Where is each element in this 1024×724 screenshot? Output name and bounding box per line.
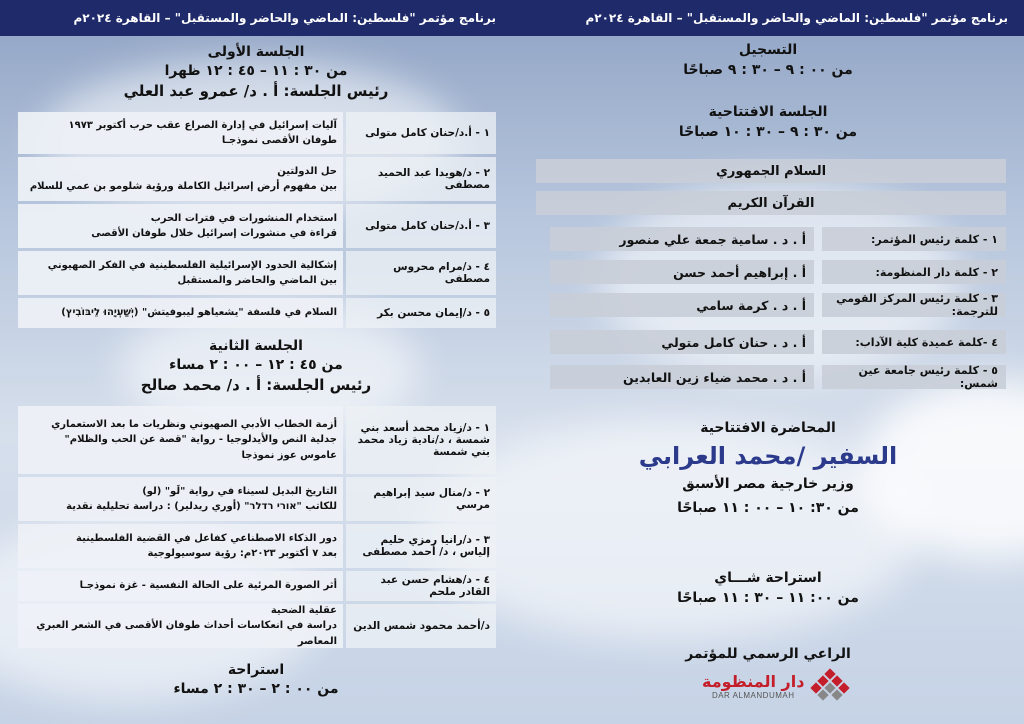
topic-line: التاريخ البديل لسيناء في رواية "لَو" (لو) xyxy=(142,485,337,497)
table-row xyxy=(18,112,496,154)
speaker-cell: ٤ - د/مرام محروس مصطفى xyxy=(346,251,496,295)
topic-cell xyxy=(18,477,343,521)
session1-table xyxy=(18,112,496,331)
tea-title: استراحة شـــاي xyxy=(714,570,822,586)
topic-cell xyxy=(18,406,343,474)
break-time: من ٠٠ : ٢ – ٣٠ : ٢ مساء xyxy=(173,681,339,697)
opening-title: الجلسة الافتتاحية xyxy=(708,104,828,120)
table-row xyxy=(18,204,496,248)
speaker-cell: ٥ - د/إيمان محسن بكر xyxy=(346,298,496,328)
table-row xyxy=(18,157,496,201)
topic-line: استخدام المنشورات في فترات الحرب xyxy=(150,212,337,224)
speaker-cell: ٢ - د/منال سيد إبراهيم مرسي xyxy=(346,477,496,521)
tea-time: من ٠٠: ١١ – ٣٠ : ١١ صباحًا xyxy=(677,590,859,606)
topic-cell xyxy=(18,524,343,568)
table-row xyxy=(18,298,496,328)
topic-cell xyxy=(18,204,343,248)
topic-line: دراسة في انعكاسات أحداث طوفان الأقصى في الشعر العبري المعاصر xyxy=(36,620,337,647)
topic-line: أثر الصورة المرئية على الحالة النفسية - غزة نموذجـا xyxy=(79,580,337,592)
speaker-cell: ١ - د/زياد محمد أسعد بني شمسة ، د/نادية زياد محمد بني شمسة xyxy=(346,406,496,474)
speech-label: ٣ - كلمة رئيس المركز القومي للترجمة: xyxy=(822,293,1006,317)
speaker-cell: ٢ - د/هويدا عبد الحميد مصطفى xyxy=(346,157,496,201)
topic-line: طوفان الأقصى نموذجـا xyxy=(221,135,337,146)
topic-line: بين مفهوم أرض إسرائيل الكاملة ورؤية شلومو بن عمي للسلام xyxy=(29,181,337,192)
header-title: برنامج مؤتمر "فلسطين: الماضي والحاضر والمستقبل" – القاهرة ٢٠٢٤م xyxy=(585,11,1008,25)
speech-label: ٤ -كلمة عميدة كلية الآداب: xyxy=(822,330,1006,354)
speaker-cell: ٣ - د/رانيا رمزي حليم إلياس ، د/ أحمد مصطفى xyxy=(346,524,496,568)
topic-cell xyxy=(18,571,343,601)
topic-line: جدلية النص والأيدلوجيا - رواية "قصة عن الحب والظلام" xyxy=(64,434,337,446)
anthem-label: السلام الجمهوري xyxy=(715,163,827,179)
almandumah-logo-icon xyxy=(810,668,850,704)
topic-line: قراءة في منشورات إسرائيل خلال طوفان الأقصى xyxy=(91,228,337,239)
topic-line: للكاتب "אורי רדלר" (أوري ريدلير) : دراسة تحليلية نقدية xyxy=(66,501,337,512)
session1-header xyxy=(0,44,512,100)
lecture-role: وزير خارجية مصر الأسبق xyxy=(682,476,854,492)
topic-line: آليات إسرائيل في إدارة الصراع عقب حرب أكتوبر ١٩٧٣ xyxy=(68,119,337,131)
break-title: استراحة xyxy=(227,662,285,678)
speech-name: أ . د . سامية جمعة علي منصور xyxy=(550,227,814,251)
sponsor-block xyxy=(512,646,1024,662)
anthem-bar xyxy=(536,159,1006,183)
topic-cell xyxy=(18,298,343,328)
topic-line: بعد ٧ أكتوبر ٢٠٢٣م: رؤية سوسيولوجية xyxy=(147,548,337,559)
session2-time: من ٤٥ : ١٢ – ٠٠ : ٢ مساء xyxy=(169,357,343,373)
table-row xyxy=(18,406,496,474)
table-row xyxy=(18,524,496,568)
opening-block xyxy=(512,104,1024,140)
sponsor-title: الراعي الرسمي للمؤتمر xyxy=(685,646,851,662)
topic-line: عاموس عوز نموذجا xyxy=(241,449,337,461)
session2-title: الجلسة الثانية xyxy=(209,338,303,354)
speech-name: أ . إبراهيم أحمد حسن xyxy=(550,260,814,284)
registration-block xyxy=(512,42,1024,78)
sponsor-logo xyxy=(702,668,850,704)
topic-cell xyxy=(18,157,343,201)
speech-name: أ . د . محمد ضياء زين العابدين xyxy=(550,365,814,389)
speech-name: أ . د . حنان كامل متولي xyxy=(550,330,814,354)
speech-label: ٥ - كلمة رئيس جامعة عين شمس: xyxy=(822,365,1006,389)
right-page xyxy=(512,0,1024,724)
speech-label: ٢ - كلمة دار المنظومة: xyxy=(822,260,1006,284)
session2-chair: رئيس الجلسة: أ . د/ محمد صالح xyxy=(140,376,372,394)
topic-line: السلام في فلسفة "يشعياهو ليبوفيتش" (יְשַׁעְיָהוּ לֵיבּוֹבִיץ) xyxy=(61,307,337,319)
topic-line: حل الدولتين xyxy=(277,165,337,177)
lecture-block xyxy=(512,420,1024,516)
session1-chair: رئيس الجلسة: أ . د/ عمرو عبد العلي xyxy=(123,82,389,100)
logo-name: دار المنظومة xyxy=(702,672,805,691)
lecture-time: من ٣٠: ١٠ – ٠٠ : ١١ صباحًا xyxy=(677,500,859,516)
topic-line: دور الذكاء الاصطناعي كفاعل في القضية الفلسطينية xyxy=(76,532,337,544)
table-row xyxy=(18,571,496,601)
table-row xyxy=(18,477,496,521)
topic-cell xyxy=(18,604,343,648)
registration-title: التسجيل xyxy=(738,42,798,58)
table-row xyxy=(18,251,496,295)
speaker-cell: ٣ - أ.د/حنان كامل متولى xyxy=(346,204,496,248)
break-block xyxy=(0,662,512,697)
topic-line: إشكالية الحدود الإسرائيلية الفلسطينية في الفكر الصهيوني xyxy=(47,259,337,271)
quran-bar xyxy=(536,191,1006,215)
opening-time: من ٣٠ : ٩ – ٣٠ : ١٠ صباحًا xyxy=(678,124,858,140)
session1-title: الجلسة الأولى xyxy=(207,44,305,60)
header-bar-left xyxy=(0,0,512,36)
header-title: برنامج مؤتمر "فلسطين: الماضي والحاضر والمستقبل" – القاهرة ٢٠٢٤م xyxy=(73,11,496,25)
session2-table xyxy=(18,406,496,651)
speaker-cell: ٤ - د/هشام حسن عبد القادر ملحم xyxy=(346,571,496,601)
header-bar-right xyxy=(512,0,1024,36)
speaker-cell: د/أحمد محمود شمس الدين xyxy=(346,604,496,648)
topic-line: بين الماضي والحاضر والمستقبل xyxy=(177,275,337,286)
registration-time: من ٠٠ : ٩ – ٣٠ : ٩ صباحًا xyxy=(683,62,853,78)
lecture-title: المحاضرة الافتتاحية xyxy=(700,420,836,436)
topic-line: أزمة الخطاب الأدبي الصهيوني ونظريات ما بعد الاستعماري xyxy=(51,418,337,430)
speaker-cell: ١ - أ.د/حنان كامل متولى xyxy=(346,112,496,154)
lecture-speaker: السفير /محمد العرابي xyxy=(638,442,898,470)
speech-label: ١ - كلمة رئيس المؤتمر: xyxy=(822,227,1006,251)
quran-label: القرآن الكريم xyxy=(727,195,815,211)
session1-time: من ٣٠ : ١١ – ٤٥ : ١٢ ظهرا xyxy=(164,63,348,79)
speech-name: أ . د . كرمة سامي xyxy=(550,293,814,317)
tea-block xyxy=(512,570,1024,606)
table-row xyxy=(18,604,496,648)
topic-cell xyxy=(18,112,343,154)
logo-subtitle: DAR ALMANDUMAH xyxy=(711,691,795,700)
session2-header xyxy=(0,338,512,394)
topic-line: عقلية الضحية xyxy=(270,604,337,616)
topic-cell xyxy=(18,251,343,295)
